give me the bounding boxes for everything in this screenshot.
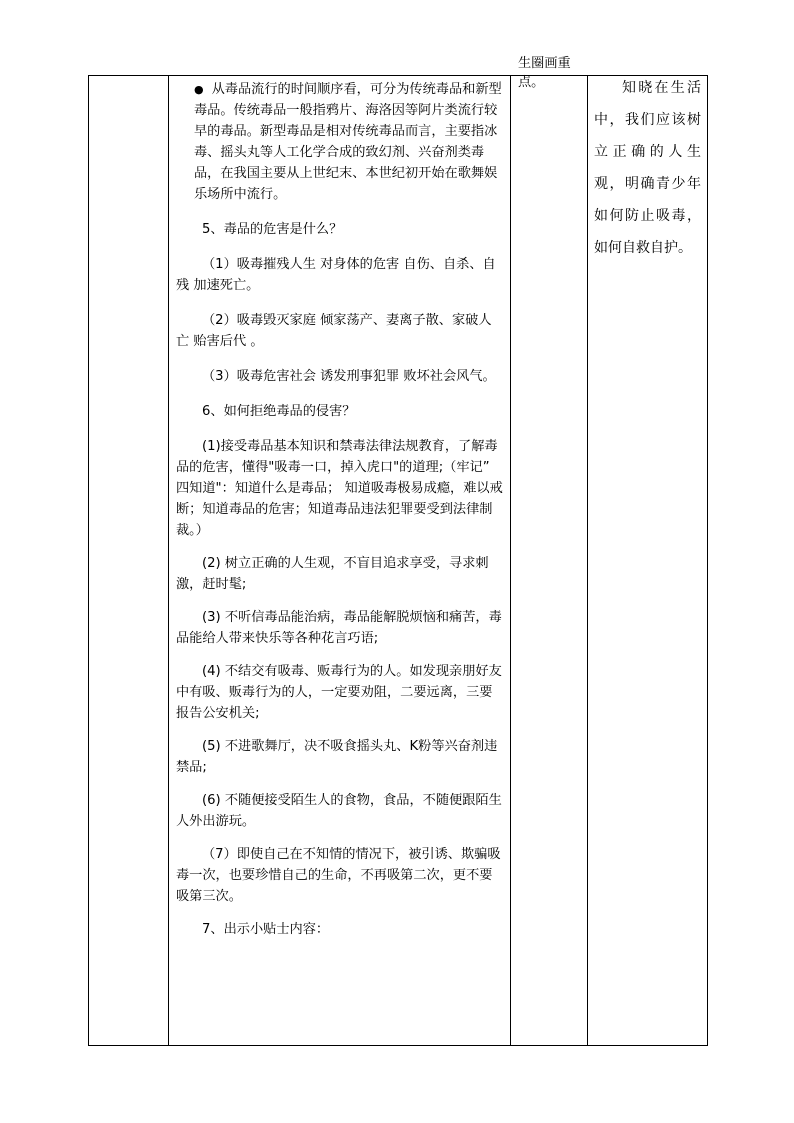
- teaching-content-cell: [169, 76, 511, 1046]
- refuse-item-1: (1)接受毒品基本知识和禁毒法律法规教育，了解毒品的危害，懂得"吸毒一口，掉入虎口"的道理;（牢记” 四知道"：知道什么是毒品； 知道吸毒极易成瘾，难以戒断；知道毒品的危害；知道毒品违法犯罪要受到法律制裁。）: [176, 439, 503, 538]
- refuse-item-6: (6) 不随便接受陌生人的食物，食品，不随便跟陌生人外出游玩。: [176, 793, 502, 829]
- question-7-heading: 7、出示小贴士内容：: [202, 922, 330, 937]
- refuse-item-3: (3) 不听信毒品能治病，毒品能解脱烦恼和痛苦，毒品能给人带来快乐等各种花言巧语;: [176, 610, 502, 646]
- design-intent-cell: [588, 76, 708, 1046]
- question-6-heading: 6、如何拒绝毒品的侵害？: [202, 404, 356, 419]
- design-intent-note: 知晓在生活中，我们应该树立正确的人生观，明确青少年如何防止吸毒，如何自救自护。: [594, 80, 701, 256]
- empty-cell: [89, 76, 169, 1046]
- question-5-heading: 5、毒品的危害是什么？: [202, 222, 343, 237]
- table-row: [89, 76, 708, 1046]
- refuse-item-4: (4) 不结交有吸毒、贩毒行为的人。如发现亲朋好友中有吸、贩毒行为的人，一定要劝阻，二要远离，三要报告公安机关;: [176, 664, 502, 721]
- harm-item-2: （2）吸毒毁灭家庭 倾家荡产、妻离子散、家破人亡 贻害后代 。: [176, 313, 492, 349]
- student-activity-note: 生圈画重点。: [518, 56, 571, 90]
- lesson-plan-table: [88, 56, 708, 1046]
- student-activity-cell: [511, 56, 588, 1046]
- paragraph-drug-types: ● 从毒品流行的时间顺序看，可分为传统毒品和新型毒品。传统毒品一般指鸦片、海洛因等阿片类流行较早的毒品。新型毒品是相对传统毒品而言，主要指冰毒、摇头丸等人工化学合成的致幻剂、兴奋剂类毒品，在我国主要从上世纪末、本世纪初开始在歌舞娱乐场所中流行。: [176, 79, 504, 205]
- harm-item-3: （3）吸毒危害社会 诱发刑事犯罪 败坏社会风气。: [202, 369, 496, 384]
- refuse-item-5: (5) 不进歌舞厅，决不吸食摇头丸、K粉等兴奋剂违禁品;: [176, 739, 498, 775]
- refuse-item-2: (2) 树立正确的人生观，不盲目追求享受，寻求刺激，赶时髦;: [176, 556, 489, 592]
- refuse-item-7: （7）即使自己在不知情的情况下，被引诱、欺骗吸毒一次，也要珍惜自己的生命，不再吸第二次，更不要吸第三次。: [176, 847, 501, 904]
- harm-item-1: （1）吸毒摧残人生 对身体的危害 自伤、自杀、自残 加速死亡。: [176, 257, 496, 293]
